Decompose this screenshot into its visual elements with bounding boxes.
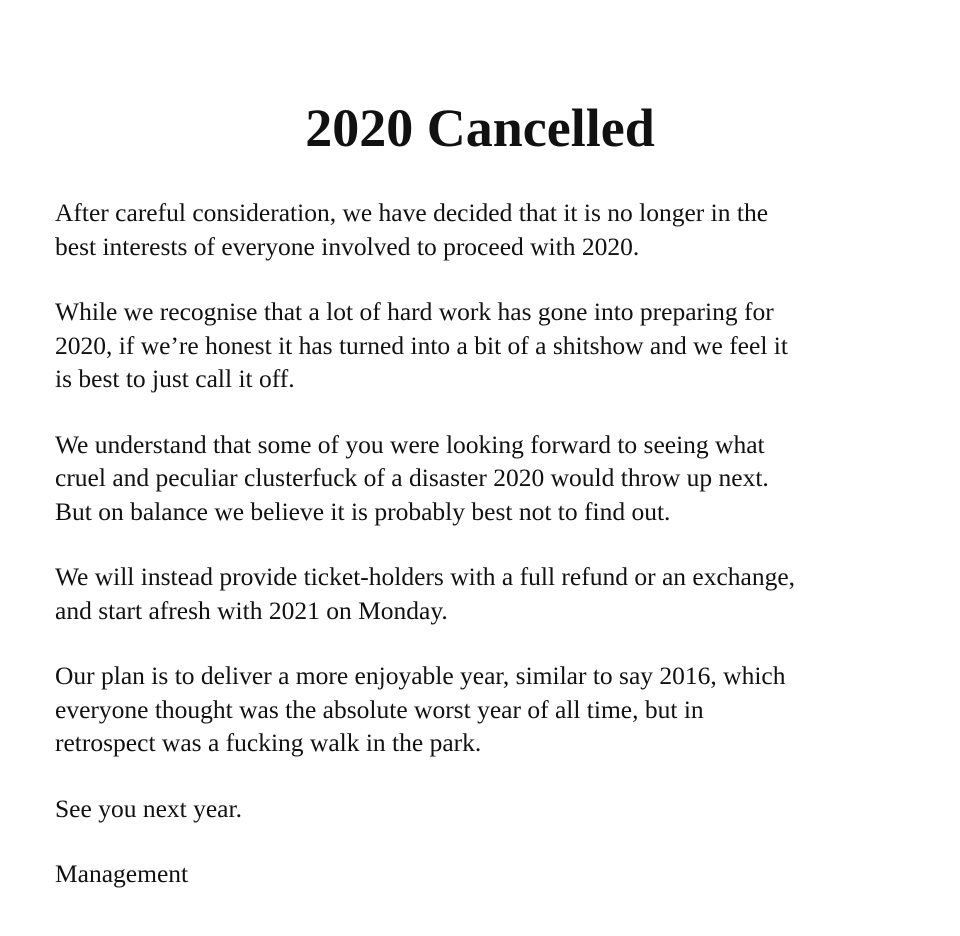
paragraph-line: best interests of everyone involved to proceed with 2020.: [55, 231, 640, 261]
paragraph-4: [55, 560, 915, 627]
paragraph-line: We will instead provide ticket-holders with a full refund or an exchange,: [55, 562, 796, 591]
notice-title: 2020 Cancelled: [305, 98, 655, 158]
paragraph-line: Our plan is to deliver a more enjoyable year, similar to say 2016, which: [55, 661, 786, 690]
paragraph-line: 2020, if we’re honest it has turned into a bit of a shitshow and we feel it: [55, 330, 788, 360]
signature: Management: [55, 859, 189, 888]
paragraph-line: While we recognise that a lot of hard work has gone into preparing for: [55, 297, 774, 326]
closing-line: See you next year.: [55, 793, 242, 823]
paragraph-line: We understand that some of you were looking forward to seeing what: [55, 429, 765, 459]
paragraph-5: [55, 659, 915, 760]
paragraph-2: [55, 295, 915, 396]
paragraph-line: cruel and peculiar clusterfuck of a disaster 2020 would throw up next.: [55, 463, 769, 492]
paragraph-line: retrospect was a fucking walk in the park.: [55, 728, 482, 757]
paragraph-line: is best to just call it off.: [55, 364, 295, 393]
paragraph-line: everyone thought was the absolute worst year of all time, but in: [55, 694, 704, 724]
paragraph-1: [55, 196, 915, 263]
notice-body: [55, 196, 915, 923]
paragraph-line: After careful consideration, we have decided that it is no longer in the: [55, 198, 769, 227]
paragraph-line: But on balance we believe it is probably best not to find out.: [55, 496, 671, 526]
paragraph-line: and start afresh with 2021 on Monday.: [55, 595, 448, 625]
paragraph-3: [55, 428, 915, 529]
